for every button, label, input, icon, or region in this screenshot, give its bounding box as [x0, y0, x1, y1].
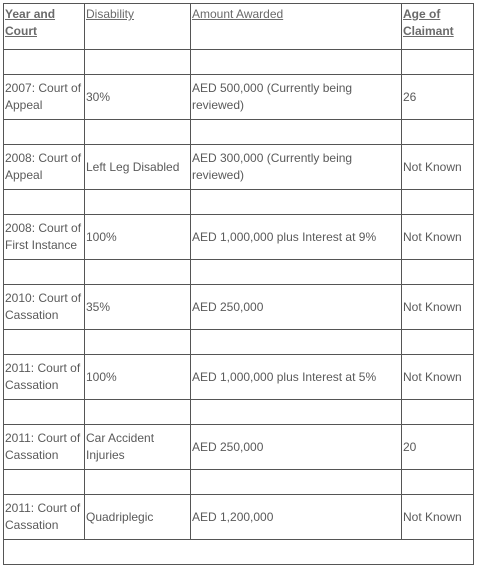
- cell-amount: AED 1,000,000 plus Interest at 5%: [191, 355, 402, 400]
- cell-disability: 100%: [85, 215, 191, 260]
- cell-age: 20: [402, 425, 474, 470]
- spacer-row: [4, 120, 474, 145]
- table-row: [4, 355, 474, 400]
- cell-year-court: 2011: Court of Cassation: [4, 355, 85, 400]
- cell-amount: AED 1,200,000: [191, 495, 402, 540]
- cell-age: Not Known: [402, 215, 474, 260]
- spacer-row: [4, 190, 474, 215]
- cell-disability: 30%: [85, 75, 191, 120]
- cell-amount: AED 250,000: [191, 285, 402, 330]
- spacer-row: [4, 260, 474, 285]
- cell-year-court: 2011: Court of Cassation: [4, 425, 85, 470]
- cell-age: Not Known: [402, 495, 474, 540]
- cell-disability: Car Accident Injuries: [85, 425, 191, 470]
- spacer-row: [4, 540, 474, 565]
- header-year-court: Year and Court: [4, 4, 85, 50]
- table-row: [4, 495, 474, 540]
- cell-age: Not Known: [402, 145, 474, 190]
- cell-amount: AED 300,000 (Currently being reviewed): [191, 145, 402, 190]
- cell-disability: 100%: [85, 355, 191, 400]
- cell-year-court: 2008: Court of Appeal: [4, 145, 85, 190]
- spacer-row: [4, 50, 474, 75]
- table-row: [4, 75, 474, 120]
- cell-age: Not Known: [402, 355, 474, 400]
- cell-age: 26: [402, 75, 474, 120]
- cell-amount: AED 250,000: [191, 425, 402, 470]
- cell-age: Not Known: [402, 285, 474, 330]
- header-amount: Amount Awarded: [191, 4, 402, 50]
- cell-year-court: 2007: Court of Appeal: [4, 75, 85, 120]
- header-row: [4, 4, 474, 50]
- cell-disability: Quadriplegic: [85, 495, 191, 540]
- spacer-row: [4, 470, 474, 495]
- cell-disability: 35%: [85, 285, 191, 330]
- cell-disability: Left Leg Disabled: [85, 145, 191, 190]
- table-row: [4, 145, 474, 190]
- header-disability: Disability: [85, 4, 191, 50]
- cell-year-court: 2010: Court of Cassation: [4, 285, 85, 330]
- awards-table: [3, 3, 474, 565]
- table-row: [4, 425, 474, 470]
- table-row: [4, 285, 474, 330]
- spacer-row: [4, 330, 474, 355]
- spacer-row: [4, 400, 474, 425]
- header-age: Age of Claimant: [402, 4, 474, 50]
- cell-amount: AED 1,000,000 plus Interest at 9%: [191, 215, 402, 260]
- table-row: [4, 215, 474, 260]
- cell-year-court: 2008: Court of First Instance: [4, 215, 85, 260]
- cell-amount: AED 500,000 (Currently being reviewed): [191, 75, 402, 120]
- cell-year-court: 2011: Court of Cassation: [4, 495, 85, 540]
